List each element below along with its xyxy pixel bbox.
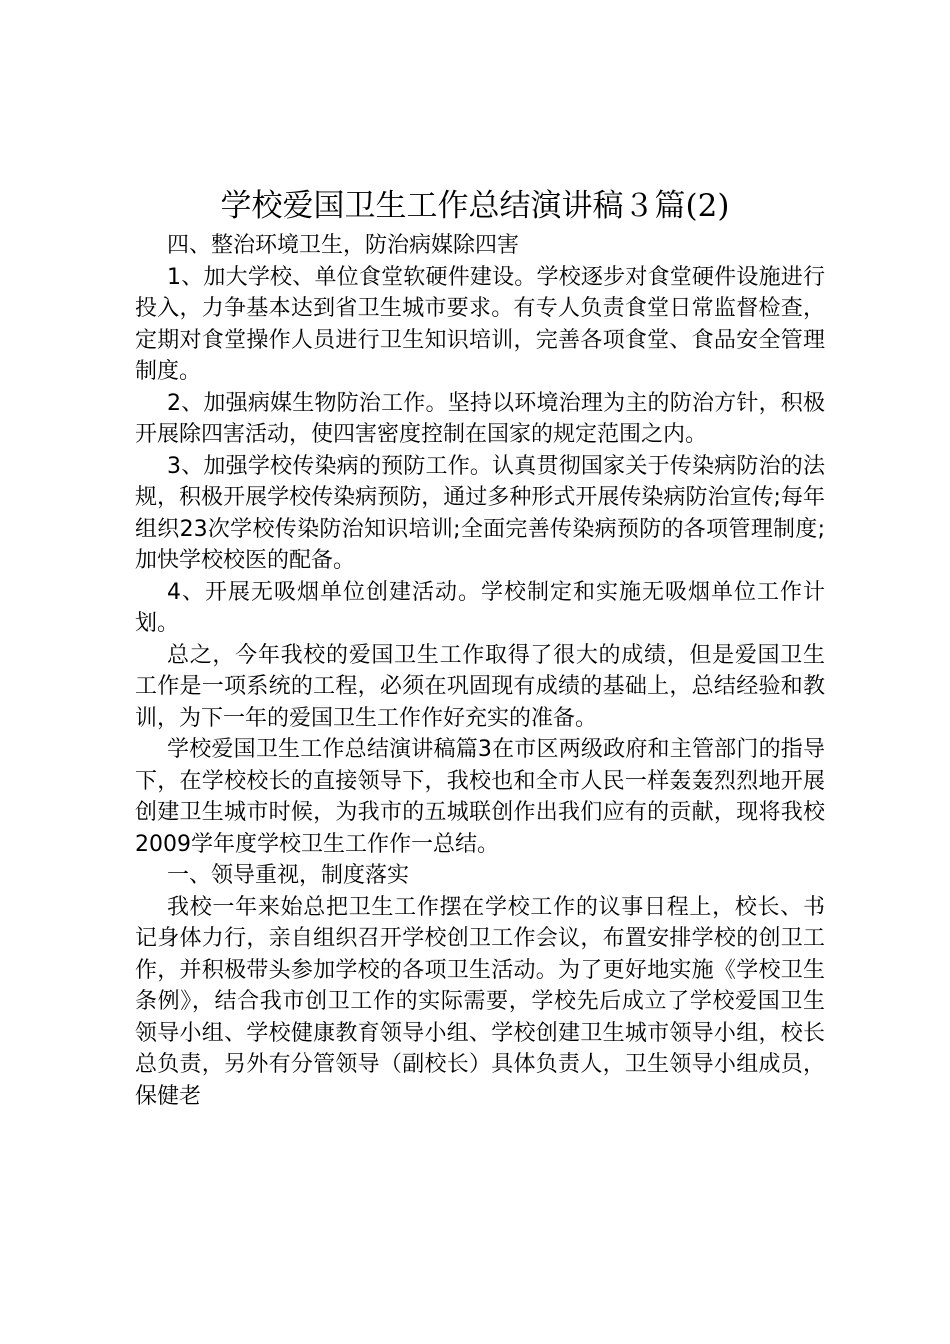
paragraph-item-2: 2、加强病媒生物防治工作。坚持以环境治理为主的防治方针，积极开展除四害活动，使四害密度控制在国家的规定范围之内。 xyxy=(135,390,825,447)
section-heading-1: 一、领导重视，制度落实 xyxy=(167,863,410,888)
document-title: 学校爱国卫生工作总结演讲稿３篇(2) xyxy=(220,188,730,224)
document-body xyxy=(135,230,825,1112)
paragraph-article-3-intro: 学校爱国卫生工作总结演讲稿篇3在市区两级政府和主管部门的指导下，在学校校长的直接领导下，我校也和全市人民一样轰轰烈烈地开展创建卫生城市时候，为我市的五城联创作出我们应有的贡献，现将我校2009学年度学校卫生工作作一总结。 xyxy=(135,737,825,857)
section-heading-4: 四、整治环境卫生，防治病媒除四害 xyxy=(167,233,520,258)
paragraph-leadership: 我校一年来始总把卫生工作摆在学校工作的议事日程上，校长、书记身体力行，亲自组织召开学校创卫工作会议，布置安排学校的创卫工作，并积极带头参加学校的各项卫生活动。为了更好地实施《学校卫生条例》，结合我市创卫工作的实际需要，学校先后成立了学校爱国卫生领导小组、学校健康教育领导小组、学校创建卫生城市领导小组，校长总负责，另外有分管领导（副校长）具体负责人，卫生领导小组成员，保健老 xyxy=(135,894,825,1109)
paragraph-item-4: 4、开展无吸烟单位创建活动。学校制定和实施无吸烟单位工作计划。 xyxy=(135,579,825,636)
paragraph-item-3: 3、加强学校传染病的预防工作。认真贯彻国家关于传染病防治的法规，积极开展学校传染病预防，通过多种形式开展传染病防治宣传;每年组织23次学校传染防治知识培训;全面完善传染病预防的各项管理制度;加快学校校医的配备。 xyxy=(135,453,825,573)
paragraph-item-1: 1、加大学校、单位食堂软硬件建设。学校逐步对食堂硬件设施进行投入，力争基本达到省卫生城市要求。有专人负责食堂日常监督检查，定期对食堂操作人员进行卫生知识培训，完善各项食堂、食品安全管理制度。 xyxy=(135,264,825,384)
paragraph-summary: 总之，今年我校的爱国卫生工作取得了很大的成绩，但是爱国卫生工作是一项系统的工程，必须在巩固现有成绩的基础上，总结经验和教训，为下一年的爱国卫生工作作好充实的准备。 xyxy=(135,642,825,731)
